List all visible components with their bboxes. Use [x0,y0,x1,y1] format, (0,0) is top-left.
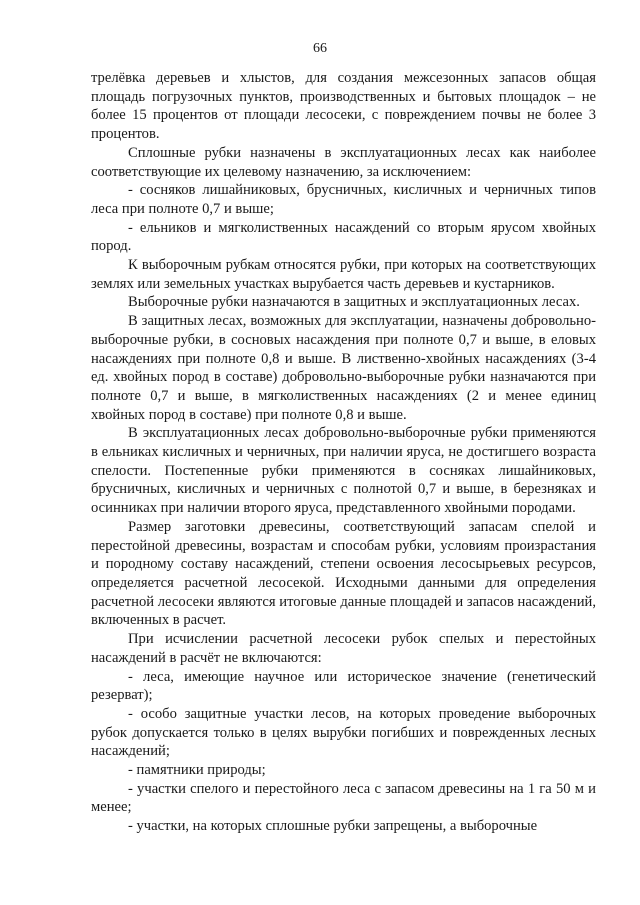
list-item-nature-monuments: - памятники природы; [128,762,266,779]
paragraph-harvest-size: Размер заготовки древесины, соответствующий запасам спелой и перестойной древесины, возрастам и способам рубки, условиям произрастания и породному составу насаждений, степени освоения лесосырьевых ресурсов, определяется расчетной лесосекой. Исходными данными для определения расчетной лесосеки являются итоговые данные площадей и запасов насаждений, включенных в расчет. [91,518,596,629]
list-item-protective-plots: - особо защитные участки лесов, на которых проведение выборочных рубок допускается только в целях вырубки погибших и поврежденных лесных насаждений; [91,705,596,760]
paragraph-continuation: трелёвка деревьев и хлыстов, для создания межсезонных запасов общая площадь погрузочных пунктов, производственных и бытовых площадок – не более 15 процентов от площади лесосеки, с повреждением почвы не более 3 процентов. [91,70,596,143]
paragraph-protective-forests: В защитных лесах, возможных для эксплуатации, назначены добровольно-выборочные рубки, в сосновых насаждения при полноте 0,7 и выше, в еловых насаждениях при полноте 0,8 и выше. В лиственно-хвойных насаждениях (3-4 ед. хвойных пород в составе) добровольно-выборочные рубки назначаются при полноте 0,7 и выше, в мягколиственных насаждениях (2 и менее единиц хвойных пород в составе) при полноте 0,8 и выше. [91,313,596,423]
document-body [91,69,596,836]
list-item-low-stock-plots: - участки спелого и перестойного леса с запасом древесины на 1 га 50 м и менее; [91,780,596,816]
page-number: 66 [313,41,327,56]
paragraph-clearcut-assignment: Сплошные рубки назначены в эксплуатационных лесах как наиболее соответствующие их целевому назначению, за исключением: [91,144,596,180]
paragraph-selective-definition: К выборочным рубкам относятся рубки, при которых на соответствующих землях или земельных участках вырубается часть деревьев и кустарников. [91,257,596,292]
list-item-pine-forests: - сосняков лишайниковых, брусничных, кисличных и черничных типов леса при полноте 0,7 и выше; [91,182,596,217]
list-item-clearcut-prohibited: - участки, на которых сплошные рубки запрещены, а выборочные [128,818,538,835]
paragraph-exploitation-forests: В эксплуатационных лесах добровольно-выборочные рубки применяются в ельниках кисличных и черничных, при наличии яруса, не достигшего возраста спелости. Постепенные рубки применяются в сосняках лишайниковых, брусничных, кисличных и черничных с полнотой 0,7 и выше, в березняках и осинниках при наличии второго яруса, представленного хвойными породами. [91,425,596,517]
paragraph-selective-assignment: Выборочные рубки назначаются в защитных и эксплуатационных лесах. [128,294,580,311]
list-item-scientific-forests: - леса, имеющие научное или историческое значение (генетический резерват); [91,668,596,704]
paragraph-calculation-exclusions: При исчислении расчетной лесосеки рубок спелых и перестойных насаждений в расчёт не включаются: [91,631,596,666]
list-item-spruce-forests: - ельников и мягколиственных насаждений со вторым ярусом хвойных пород. [91,219,596,255]
